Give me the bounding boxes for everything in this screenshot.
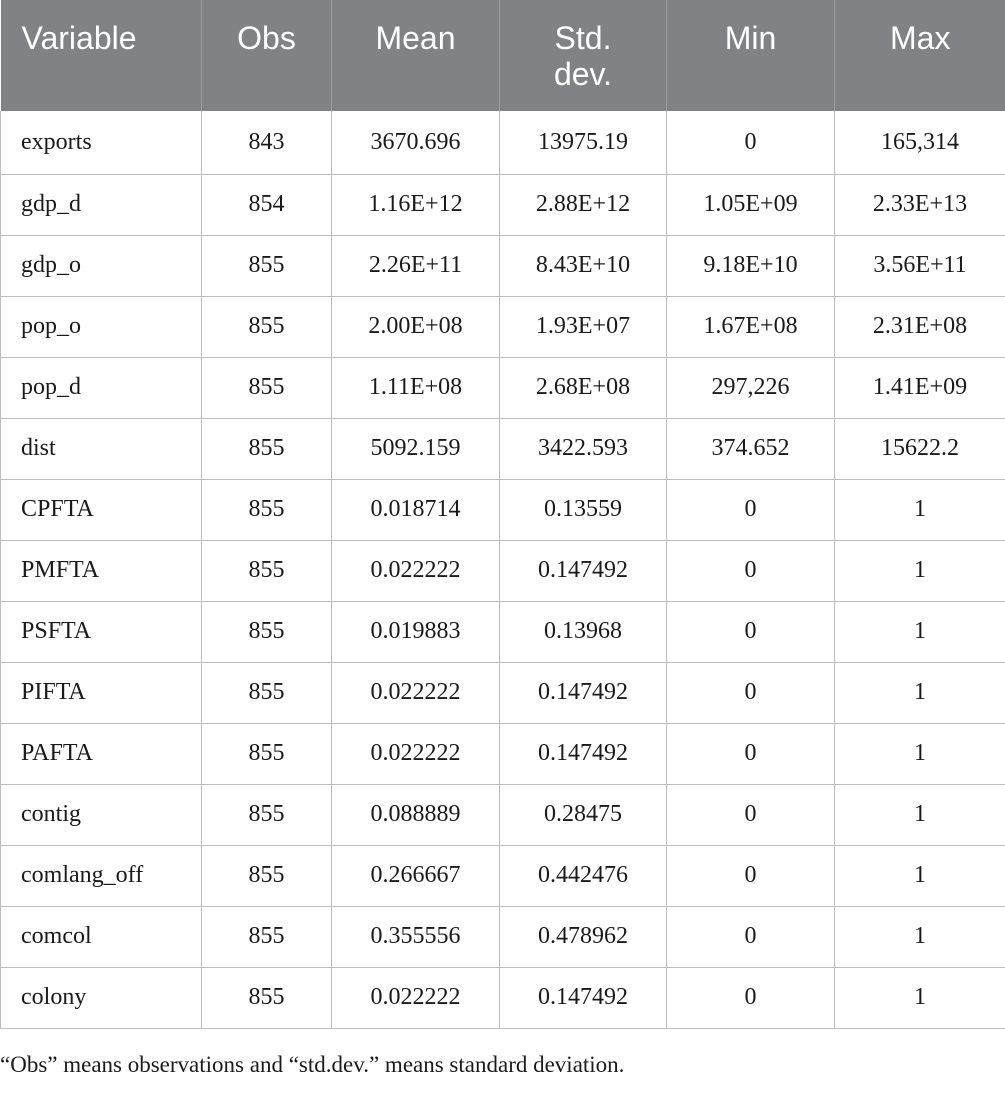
cell-min: 0	[667, 479, 835, 540]
cell-min: 0	[667, 540, 835, 601]
table-row	[1, 111, 1005, 174]
table-row	[1, 296, 1005, 357]
cell-std-dev: 0.442476	[500, 845, 667, 906]
cell-std-dev: 0.478962	[500, 906, 667, 967]
cell-mean: 0.022222	[332, 967, 500, 1028]
cell-min: 1.67E+08	[667, 296, 835, 357]
table-row	[1, 784, 1005, 845]
cell-min: 0	[667, 967, 835, 1028]
cell-std-dev: 3422.593	[500, 418, 667, 479]
cell-std-dev: 0.147492	[500, 967, 667, 1028]
cell-variable: PAFTA	[1, 723, 202, 784]
cell-std-dev: 0.28475	[500, 784, 667, 845]
header-obs: Obs	[202, 0, 332, 111]
header-row	[1, 0, 1005, 111]
cell-max: 165,314	[835, 111, 1005, 174]
cell-max: 1	[835, 784, 1005, 845]
header-std-dev: Std. dev.	[500, 0, 667, 111]
cell-max: 3.56E+11	[835, 235, 1005, 296]
cell-min: 0	[667, 906, 835, 967]
cell-min: 374.652	[667, 418, 835, 479]
cell-max: 1	[835, 906, 1005, 967]
cell-mean: 0.022222	[332, 662, 500, 723]
cell-obs: 855	[202, 479, 332, 540]
cell-obs: 855	[202, 540, 332, 601]
table-row	[1, 662, 1005, 723]
cell-variable: gdp_d	[1, 174, 202, 235]
table-row	[1, 967, 1005, 1028]
cell-mean: 0.022222	[332, 540, 500, 601]
cell-obs: 855	[202, 418, 332, 479]
cell-max: 2.31E+08	[835, 296, 1005, 357]
cell-mean: 0.018714	[332, 479, 500, 540]
cell-mean: 0.355556	[332, 906, 500, 967]
cell-min: 0	[667, 601, 835, 662]
header-min: Min	[667, 0, 835, 111]
table-footnote: “Obs” means observations and “std.dev.” means standard deviation.	[0, 1052, 625, 1077]
cell-variable: comcol	[1, 906, 202, 967]
cell-obs: 855	[202, 296, 332, 357]
cell-variable: dist	[1, 418, 202, 479]
header-mean: Mean	[332, 0, 500, 111]
cell-variable: CPFTA	[1, 479, 202, 540]
cell-variable: colony	[1, 967, 202, 1028]
cell-mean: 1.11E+08	[332, 357, 500, 418]
cell-obs: 854	[202, 174, 332, 235]
cell-mean: 1.16E+12	[332, 174, 500, 235]
cell-std-dev: 2.68E+08	[500, 357, 667, 418]
cell-obs: 855	[202, 357, 332, 418]
cell-mean: 3670.696	[332, 111, 500, 174]
cell-mean: 5092.159	[332, 418, 500, 479]
table-body	[1, 111, 1005, 1028]
cell-mean: 0.019883	[332, 601, 500, 662]
cell-std-dev: 13975.19	[500, 111, 667, 174]
table-row	[1, 418, 1005, 479]
table-header	[1, 0, 1005, 111]
cell-min: 0	[667, 723, 835, 784]
cell-max: 1	[835, 601, 1005, 662]
cell-std-dev: 0.147492	[500, 723, 667, 784]
cell-min: 297,226	[667, 357, 835, 418]
table-row	[1, 174, 1005, 235]
cell-obs: 855	[202, 723, 332, 784]
cell-std-dev: 0.13968	[500, 601, 667, 662]
cell-max: 1	[835, 967, 1005, 1028]
cell-obs: 855	[202, 845, 332, 906]
cell-obs: 843	[202, 111, 332, 174]
table-row	[1, 479, 1005, 540]
cell-max: 2.33E+13	[835, 174, 1005, 235]
table-row	[1, 723, 1005, 784]
table-row	[1, 540, 1005, 601]
cell-std-dev: 2.88E+12	[500, 174, 667, 235]
cell-variable: PMFTA	[1, 540, 202, 601]
table-row	[1, 906, 1005, 967]
cell-max: 1.41E+09	[835, 357, 1005, 418]
table-row	[1, 357, 1005, 418]
cell-variable: contig	[1, 784, 202, 845]
cell-max: 1	[835, 479, 1005, 540]
cell-obs: 855	[202, 906, 332, 967]
cell-variable: exports	[1, 111, 202, 174]
cell-obs: 855	[202, 967, 332, 1028]
cell-min: 0	[667, 845, 835, 906]
cell-variable: PIFTA	[1, 662, 202, 723]
cell-std-dev: 8.43E+10	[500, 235, 667, 296]
cell-max: 1	[835, 540, 1005, 601]
cell-mean: 0.266667	[332, 845, 500, 906]
cell-std-dev: 0.13559	[500, 479, 667, 540]
cell-min: 0	[667, 784, 835, 845]
table-row	[1, 845, 1005, 906]
cell-obs: 855	[202, 601, 332, 662]
cell-variable: pop_d	[1, 357, 202, 418]
cell-std-dev: 0.147492	[500, 662, 667, 723]
cell-max: 1	[835, 662, 1005, 723]
cell-min: 0	[667, 662, 835, 723]
cell-mean: 2.26E+11	[332, 235, 500, 296]
cell-max: 1	[835, 845, 1005, 906]
table-row	[1, 601, 1005, 662]
cell-max: 15622.2	[835, 418, 1005, 479]
cell-mean: 2.00E+08	[332, 296, 500, 357]
cell-min: 1.05E+09	[667, 174, 835, 235]
header-variable: Variable	[1, 0, 202, 111]
cell-std-dev: 1.93E+07	[500, 296, 667, 357]
cell-variable: gdp_o	[1, 235, 202, 296]
cell-variable: comlang_off	[1, 845, 202, 906]
cell-variable: pop_o	[1, 296, 202, 357]
cell-obs: 855	[202, 784, 332, 845]
cell-std-dev: 0.147492	[500, 540, 667, 601]
table-row	[1, 235, 1005, 296]
cell-obs: 855	[202, 235, 332, 296]
cell-min: 0	[667, 111, 835, 174]
header-max: Max	[835, 0, 1005, 111]
cell-min: 9.18E+10	[667, 235, 835, 296]
cell-mean: 0.022222	[332, 723, 500, 784]
cell-mean: 0.088889	[332, 784, 500, 845]
cell-max: 1	[835, 723, 1005, 784]
cell-variable: PSFTA	[1, 601, 202, 662]
cell-obs: 855	[202, 662, 332, 723]
